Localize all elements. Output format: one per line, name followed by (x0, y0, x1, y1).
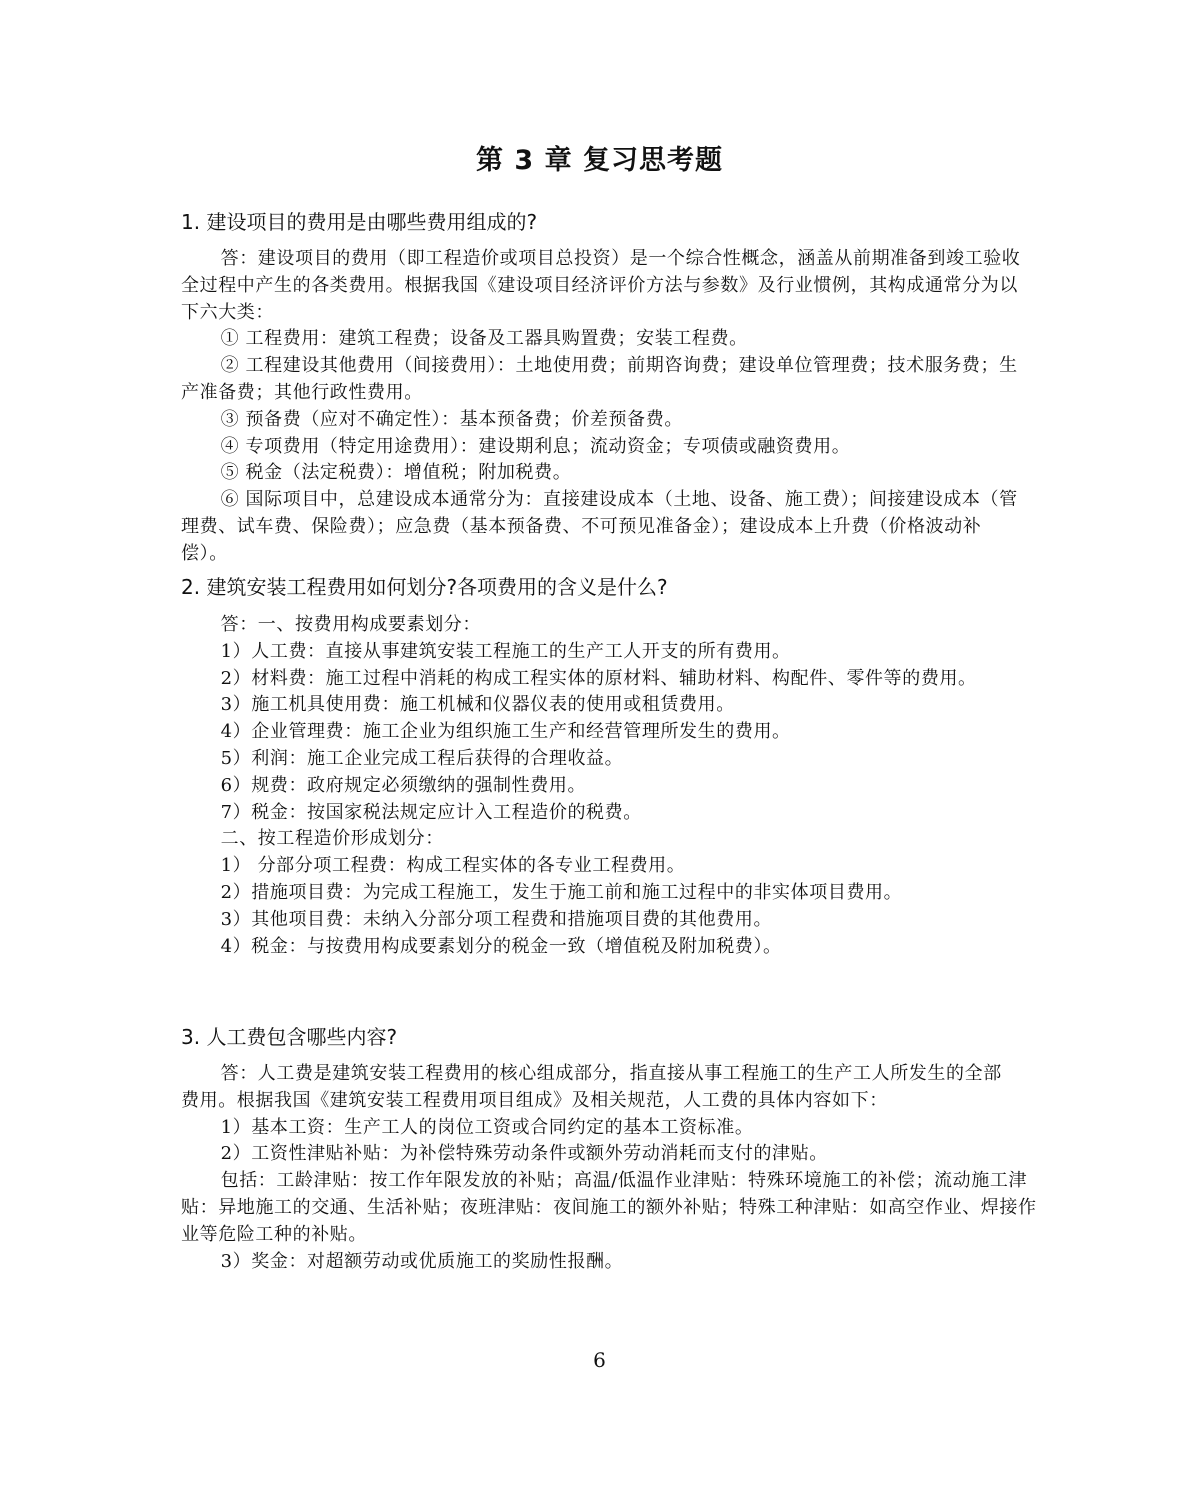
answer-paragraph: 答：人工费是建筑安装工程费用的核心组成部分，指直接从事工程施工的生产工人所发生的全部费用。根据我国《建筑安装工程费用项目组成》及相关规范，人工费的具体内容如下： (181, 1063, 1002, 1111)
answer-paragraph: 1）基本工资：生产工人的岗位工资或合同约定的基本工资标准。 (220, 1116, 754, 1138)
answer-paragraph: ② 工程建设其他费用（间接费用）：土地使用费；前期咨询费；建设单位管理费；技术服务费；生产准备费；其他行政性费用。 (181, 355, 1018, 403)
answer-paragraph: 2）措施项目费：为完成工程施工，发生于施工前和施工过程中的非实体项目费用。 (220, 881, 903, 903)
answer-paragraph: 答：建设项目的费用（即工程造价或项目总投资）是一个综合性概念，涵盖从前期准备到竣工验收全过程中产生的各类费用。根据我国《建设项目经济评价方法与参数》及行业惯例，其构成通常分为以下六大类： (181, 248, 1021, 323)
answer-paragraph: ③ 预备费（应对不确定性）：基本预备费；价差预备费。 (220, 408, 683, 430)
question-3-heading: 3. 人工费包含哪些内容? (181, 1025, 398, 1049)
answer-paragraph: 1）人工费：直接从事建筑安装工程施工的生产工人开支的所有费用。 (220, 640, 791, 662)
answer-paragraph: 3）施工机具使用费：施工机械和仪器仪表的使用或租赁费用。 (220, 694, 735, 716)
answer-paragraph: 3）奖金：对超额劳动或优质施工的奖励性报酬。 (220, 1250, 624, 1272)
answer-paragraph: 1） 分部分项工程费：构成工程实体的各专业工程费用。 (220, 855, 686, 877)
question-1-heading: 1. 建设项目的费用是由哪些费用组成的? (181, 210, 538, 234)
answer-paragraph: 包括：工龄津贴：按工作年限发放的补贴；高温/低温作业津贴：特殊环境施工的补偿；流动施工津贴：异地施工的交通、生活补贴；夜班津贴：夜间施工的额外补贴；特殊工种津贴：如高空作业、焊接作业等危险工种的补贴。 (181, 1170, 1037, 1245)
answer-paragraph: 4）税金：与按费用构成要素划分的税金一致（增值税及附加税费）。 (220, 935, 782, 957)
chapter-title: 第 3 章 复习思考题 (476, 145, 723, 176)
answer-paragraph: 答：一、按费用构成要素划分： (220, 614, 481, 635)
question-2-heading: 2. 建筑安装工程费用如何划分?各项费用的含义是什么? (181, 575, 668, 599)
answer-paragraph: ① 工程费用：建筑工程费；设备及工器具购置费；安装工程费。 (220, 328, 748, 350)
answer-paragraph: 2）工资性津贴补贴：为补偿特殊劳动条件或额外劳动消耗而支付的津贴。 (220, 1143, 828, 1165)
answer-paragraph: 7）税金：按国家税法规定应计入工程造价的税费。 (220, 801, 642, 823)
answer-paragraph: ⑥ 国际项目中，总建设成本通常分为：直接建设成本（土地、设备、施工费）；间接建设成本（管理费、试车费、保险费）；应急费（基本预备费、不可预见准备金）；建设成本上升费（价格波动补偿）。 (181, 489, 1018, 564)
question-2-answer (181, 612, 1016, 960)
answer-paragraph: 3）其他项目费：未纳入分部分项工程费和措施项目费的其他费用。 (220, 908, 773, 930)
answer-paragraph: 6）规费：政府规定必须缴纳的强制性费用。 (220, 774, 587, 796)
question-3-answer (181, 1061, 1037, 1275)
answer-paragraph: 二、按工程造价形成划分： (220, 828, 444, 850)
answer-paragraph: 4）企业管理费：施工企业为组织施工生产和经营管理所发生的费用。 (220, 721, 791, 743)
page-number: 6 (593, 1348, 606, 1372)
answer-paragraph: ⑤ 税金（法定税费）：增值税；附加税费。 (220, 462, 572, 484)
answer-paragraph: 2）材料费：施工过程中消耗的构成工程实体的原材料、辅助材料、构配件、零件等的费用。 (220, 667, 977, 689)
answer-paragraph: ④ 专项费用（特定用途费用）：建设期利息；流动资金；专项债或融资费用。 (220, 435, 851, 457)
answer-paragraph: 5）利润：施工企业完成工程后获得的合理收益。 (220, 747, 624, 769)
question-1-answer (181, 246, 1026, 568)
